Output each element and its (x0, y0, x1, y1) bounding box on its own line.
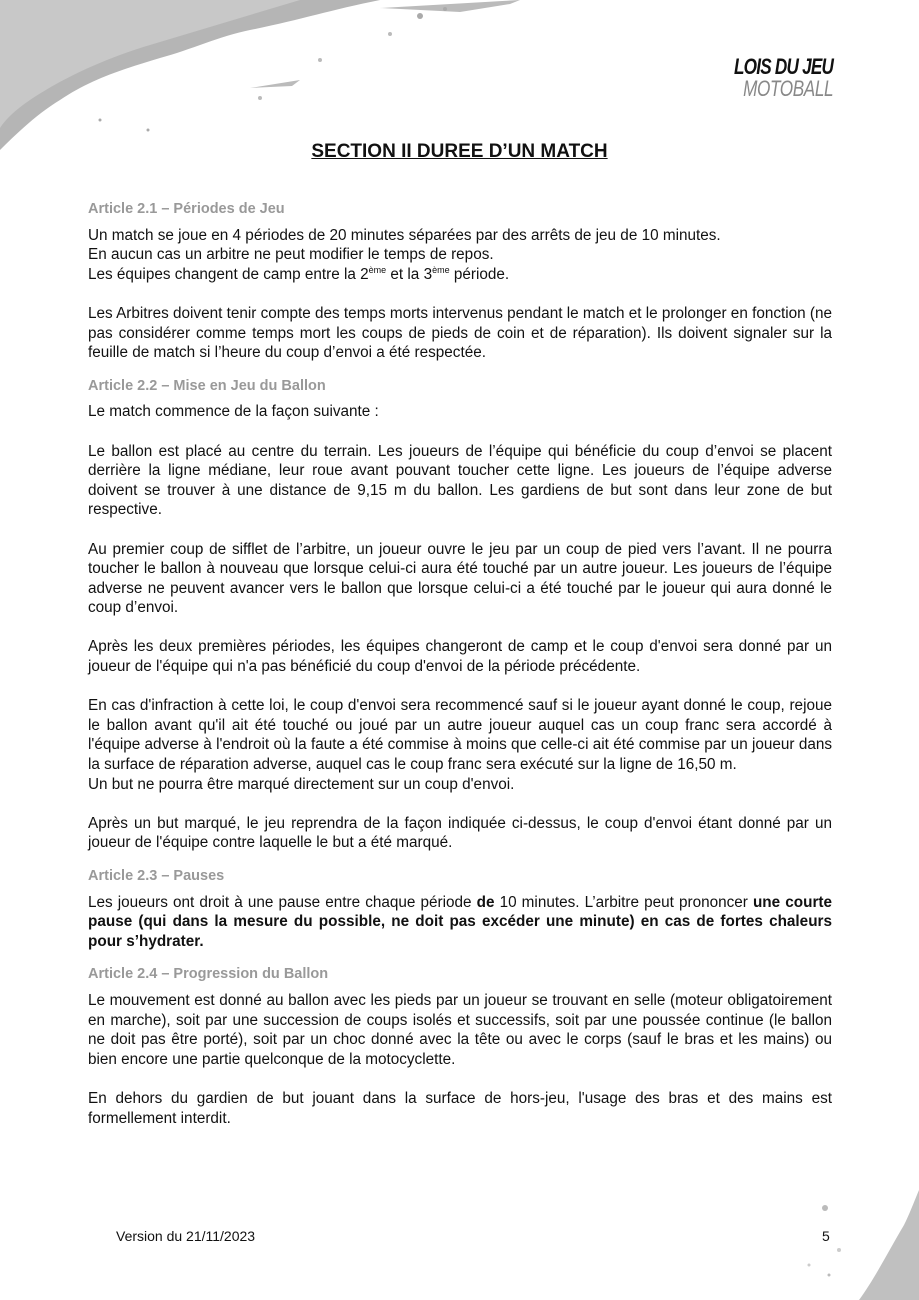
brush-decoration-top (0, 0, 520, 160)
paragraph: Un but ne pourra être marqué directement sur un coup d'envoi. (88, 775, 515, 793)
paragraph: Après un but marqué, le jeu reprendra de la façon indiquée ci-dessus, le coup d'envoi étant donné par un joueur de l'équipe contre laquelle le but a été marqué. (88, 814, 832, 852)
logo-line-1: LOIS DU JEU (733, 54, 833, 79)
paragraph: En aucun cas un arbitre ne peut modifier le temps de repos. (88, 246, 494, 264)
paragraph-pauses: Les joueurs ont droit à une pause entre chaque période de 10 minutes. L’arbitre peut prononcer une courte pause (qui dans la mesure du possible, ne doit pas excéder une minute) en cas de fortes chaleurs pour s’hydrater. (88, 893, 832, 950)
paragraph: Le ballon est placé au centre du terrain. Les joueurs de l’équipe qui bénéficie du coup d’envoi se placent derrière la ligne médiane, leur roue avant pouvant toucher cette ligne. Les joueurs de l’équipe adverse doivent se trouver à une distance de 9,15 m du ballon. Les gardiens de but sont dans leur zone de but respective. (88, 442, 832, 519)
page-title: SECTION II DUREE D’UN MATCH (311, 141, 608, 162)
page-number: 5 (822, 1228, 830, 1244)
article-2-2-heading: Article 2.2 – Mise en Jeu du Ballon (88, 377, 326, 394)
paragraph: Le match commence de la façon suivante : (88, 403, 379, 421)
paragraph: Les Arbitres doivent tenir compte des temps morts intervenus pendant le match et le prolonger en fonction (ne pas considérer comme temps mort les coups de pieds de coin et de réparation). Ils doivent signaler sur la feuille de match si l’heure du coup d’envoi a été respectée. (88, 304, 833, 362)
document-body (88, 200, 832, 1128)
logo-line-2: MOTOBALL (742, 76, 833, 101)
footer-version: Version du 21/11/2023 (116, 1228, 256, 1244)
article-2-3-heading: Article 2.3 – Pauses (88, 868, 225, 884)
article-2-4-heading: Article 2.4 – Progression du Ballon (88, 966, 329, 983)
logo (706, 56, 833, 100)
paragraph-camp-change: Les équipes changent de camp entre la 2ème et la 3ème période. (88, 264, 510, 283)
paragraph: Après les deux premières périodes, les équipes changeront de camp et le coup d'envoi sera donné par un joueur de l'équipe qui n'a pas bénéficié du coup d'envoi de la période précédente. (88, 638, 832, 676)
paragraph: Un match se joue en 4 périodes de 20 minutes séparées par des arrêts de jeu de 10 minutes. (88, 226, 721, 244)
brush-decoration-bottom (749, 1190, 919, 1300)
paragraph: Au premier coup de sifflet de l’arbitre, un joueur ouvre le jeu par un coup de pied vers l’avant. Il ne pourra toucher le ballon à nouveau que lorsque celui-ci aura été touché par un autre joueur. Les joueurs de l’équipe adverse ne peuvent avancer vers le ballon que lorsque celui-ci a été touché par le joueur qui aura donné le coup d’envoi. (88, 540, 832, 617)
paragraph: Le mouvement est donné au ballon avec les pieds par un joueur se trouvant en selle (moteur obligatoirement en marche), soit par une succession de coups isolés et successifs, soit par une poussée continue (le ballon ne doit pas être porté), soit par un choc donné avec la tête ou avec le corps (sauf le bras et les mains) ou bien encore une partie quelconque de la motocyclette. (88, 991, 832, 1068)
article-2-1-heading: Article 2.1 – Périodes de Jeu (88, 201, 285, 217)
paragraph: En cas d'infraction à cette loi, le coup d'envoi sera recommencé sauf si le joueur ayant donné le coup, rejoue le ballon avant qu'il ait été touché ou joué par un autre joueur auquel cas un coup franc sera accordé à l'équipe adverse à l'endroit où la faute a été commise à moins que celle-ci ait été commise par un joueur dans la surface de réparation adverse, auquel cas le coup franc sera exécuté sur la ligne de 16,50 m. (88, 697, 832, 774)
paragraph: En dehors du gardien de but jouant dans la surface de hors-jeu, l'usage des bras et des mains est formellement interdit. (88, 1089, 832, 1127)
